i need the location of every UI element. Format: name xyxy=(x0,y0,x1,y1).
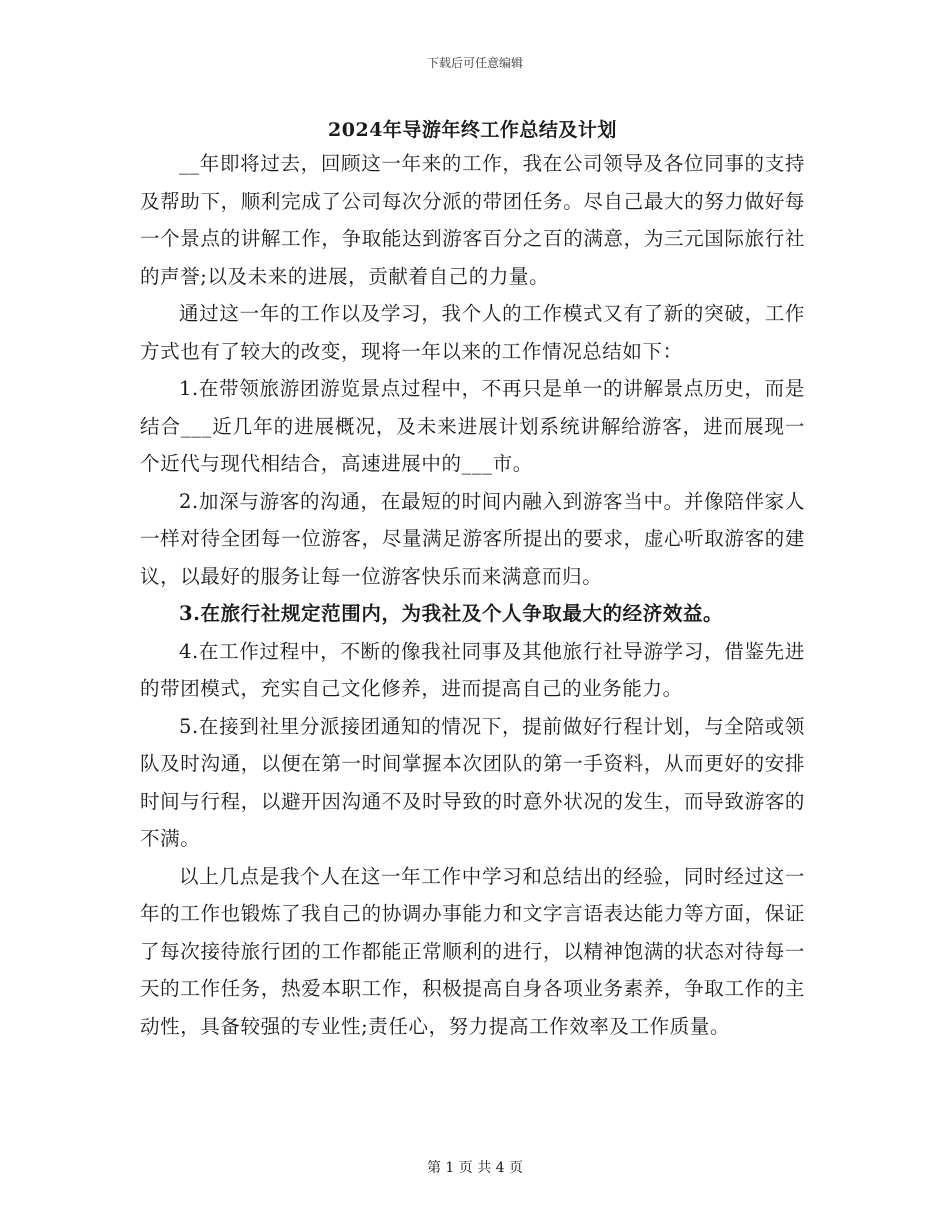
paragraph-item-2: 2.加深与游客的沟通，在最短的时间内融入到游客当中。并像陪伴家人一样对待全团每一位游客，尽量满足游客所提出的要求，虚心听取游客的建议，以最好的服务让每一位游客快乐而来满意而归。 xyxy=(140,489,805,588)
paragraph-item-1: 1.在带领旅游团游览景点过程中，不再只是单一的讲解景点历史，而是结合___近几年的进展概况，及未来进展计划系统讲解给游客，进而展现一个近代与现代相结合，高速进展中的___市。 xyxy=(140,377,805,475)
document-body xyxy=(140,145,805,1045)
paragraph-item-5: 5.在接到社里分派接团通知的情况下，提前做好行程计划，与全陪或领队及时沟通，以便在第一时间掌握本次团队的第一手资料，从而更好的安排时间与行程，以避开因沟通不及时导致的时意外状况的发生，而导致游客的不满。 xyxy=(140,714,805,850)
paragraph-conclusion: 以上几点是我个人在这一年工作中学习和总结出的经验，同时经过这一年的工作也锻炼了我自己的协调办事能力和文字言语表达能力等方面，保证了每次接待旅行团的工作都能正常顺利的进行，以精神饱满的状态对待每一天的工作任务，热爱本职工作，积极提高自身各项业务素养，争取工作的主动性，具备较强的专业性;责任心，努力提高工作效率及工作质量。 xyxy=(140,864,805,1038)
paragraph-item-4: 4.在工作过程中，不断的像我社同事及其他旅行社导游学习，借鉴先进的带团模式，充实自己文化修养，进而提高自己的业务能力。 xyxy=(140,639,805,700)
page-number-footer: 第 1 页 共 4 页 xyxy=(426,1160,524,1176)
paragraph-summary-lead: 通过这一年的工作以及学习，我个人的工作模式又有了新的突破，工作方式也有了较大的改变，现将一年以来的工作情况总结如下： xyxy=(140,302,805,363)
document-title: 2024年导游年终工作总结及计划 xyxy=(328,119,617,141)
paragraph-item-3: 3.在旅行社规定范围内，为我社及个人争取最大的经济效益。 xyxy=(179,602,724,625)
paragraph-intro: __年即将过去，回顾这一年来的工作，我在公司领导及各位同事的支持及帮助下，顺利完成了公司每次分派的带团任务。尽自己最大的努力做好每一个景点的讲解工作，争取能达到游客百分之百的满意，为三元国际旅行社的声誉;以及未来的进展，贡献着自己的力量。 xyxy=(140,152,805,288)
header-note: 下载后可任意编辑 xyxy=(426,56,523,70)
